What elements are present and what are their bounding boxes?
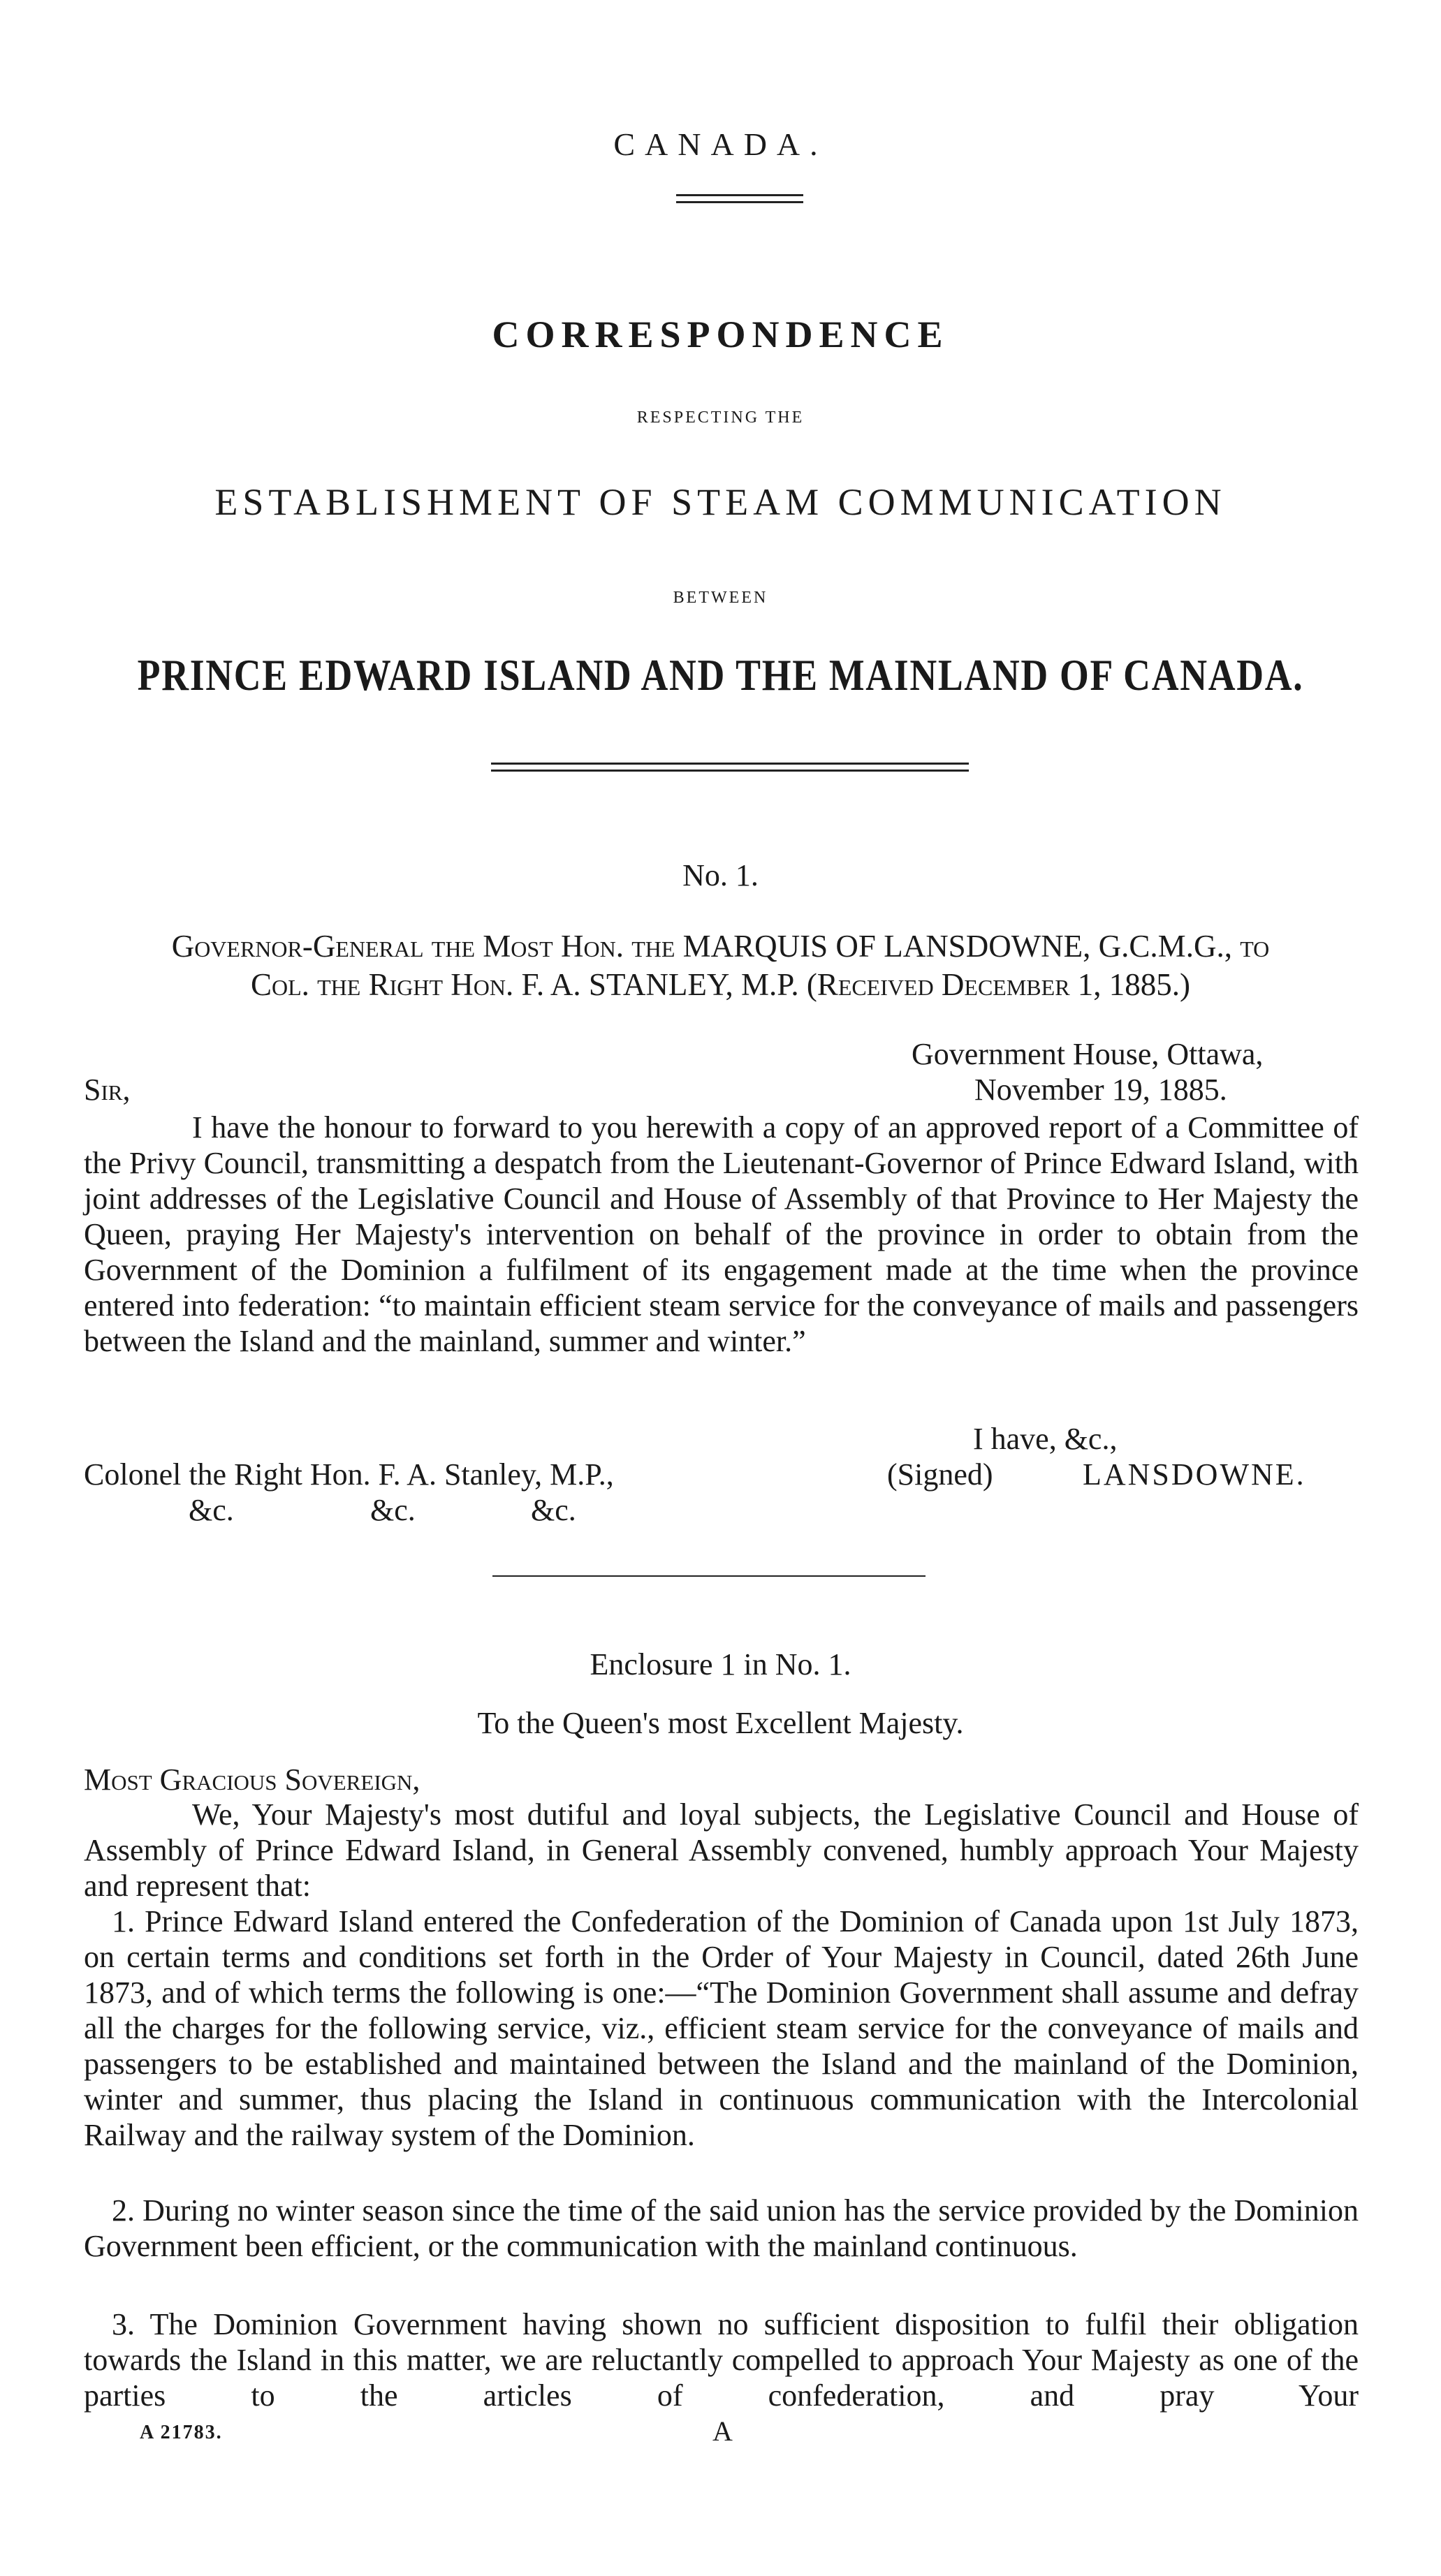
enclosure-heading: Enclosure 1 in No. 1.	[590, 1647, 851, 1681]
letter-date: November 19, 1885.	[974, 1073, 1227, 1107]
enclosure-paragraph-3: 3. The Dominion Government having shown no sufficient disposition to fulfil their obligation towards the Island in this matter, we are reluctantly compelled to approach Your Majesty as one of the parties to the articles of confederation, and pray Your	[84, 2307, 1359, 2413]
etc-2: &c.	[370, 1493, 416, 1527]
enclosure-paragraph-2: 2. During no winter season since the time of the said union has the service provided by the Dominion Government been efficient, or the communication with the mainland continuous.	[84, 2193, 1359, 2263]
letter-body: I have the honour to forward to you herewith a copy of an approved report of a Committee of the Privy Council, transmitting a despatch from the Lieutenant-Governor of Prince Edward Island, with joint addresses of the Legislative Council and House of Assembly of that Province to Her Majesty the Queen, praying Her Majesty's intervention on behalf of the province in order to obtain from the Government of the Dominion a fulfilment of its engagement made at the time when the province entered into federation: “to maintain efficient steam service for the conveyance of mails and passengers between the Island and the mainland, summer and winter.”	[84, 1110, 1359, 1358]
letter-salutation: Sir,	[84, 1073, 131, 1107]
letter-place: Government House, Ottawa,	[912, 1037, 1264, 1071]
rule-double-bottom	[676, 201, 803, 203]
letter-signature: LANSDOWNE.	[1083, 1457, 1306, 1492]
letter-to-line: Col. the Right Hon. F. A. STANLEY, M.P. (Received December 1, 1885.)	[250, 967, 1191, 1002]
section-rule-1	[491, 763, 969, 765]
etc-1: &c.	[189, 1493, 234, 1527]
between-line: BETWEEN	[673, 589, 768, 607]
enclosure-address-to: To the Queen's most Excellent Majesty.	[477, 1706, 964, 1740]
enclosure-intro: We, Your Majesty's most dutiful and loyal subjects, the Legislative Council and House of Assembly of Prince Edward Island, in General Assembly convened, humbly approach Your Majesty and represent that:	[84, 1797, 1359, 1903]
document-title: CORRESPONDENCE	[492, 314, 949, 355]
country-heading: CANADA.	[613, 126, 828, 162]
letter-from-line: Governor-General the Most Hon. the MARQUIS OF LANSDOWNE, G.C.M.G., to	[171, 929, 1270, 964]
subject-line: ESTABLISHMENT OF STEAM COMMUNICATION	[214, 481, 1227, 523]
footer-reference: A 21783.	[140, 2422, 223, 2443]
places-line: PRINCE EDWARD ISLAND AND THE MAINLAND OF CANADA.	[137, 650, 1304, 700]
letter-addressee: Colonel the Right Hon. F. A. Stanley, M.P.,	[84, 1457, 614, 1492]
rule-double-top	[676, 194, 803, 196]
enclosure-paragraph-1: 1. Prince Edward Island entered the Confederation of the Dominion of Canada upon 1st July 1873, on certain terms and conditions set forth in the Order of Your Majesty in Council, dated 26th June 1873, and of which terms the following is one:—“The Dominion Government shall assume and defray all the charges for the following service, viz., efficient steam service for the conveyance of mails and passengers to be established and maintained between the Island and the mainland of the Dominion, winter and summer, thus placing the Island in continuous communication with the Intercolonial Railway and the railway system of the Dominion.	[84, 1904, 1359, 2152]
enclosure-salutation: Most Gracious Sovereign,	[84, 1762, 420, 1797]
footer-signature-mark: A	[712, 2415, 733, 2447]
section-rule-3	[492, 1575, 926, 1577]
letter-closing: I have, &c.,	[973, 1422, 1118, 1456]
section-rule-2	[491, 770, 969, 772]
etc-3: &c.	[531, 1493, 576, 1527]
signed-label: (Signed)	[887, 1457, 993, 1492]
respecting-line: RESPECTING THE	[636, 409, 805, 427]
letter-number: No. 1.	[682, 858, 759, 892]
